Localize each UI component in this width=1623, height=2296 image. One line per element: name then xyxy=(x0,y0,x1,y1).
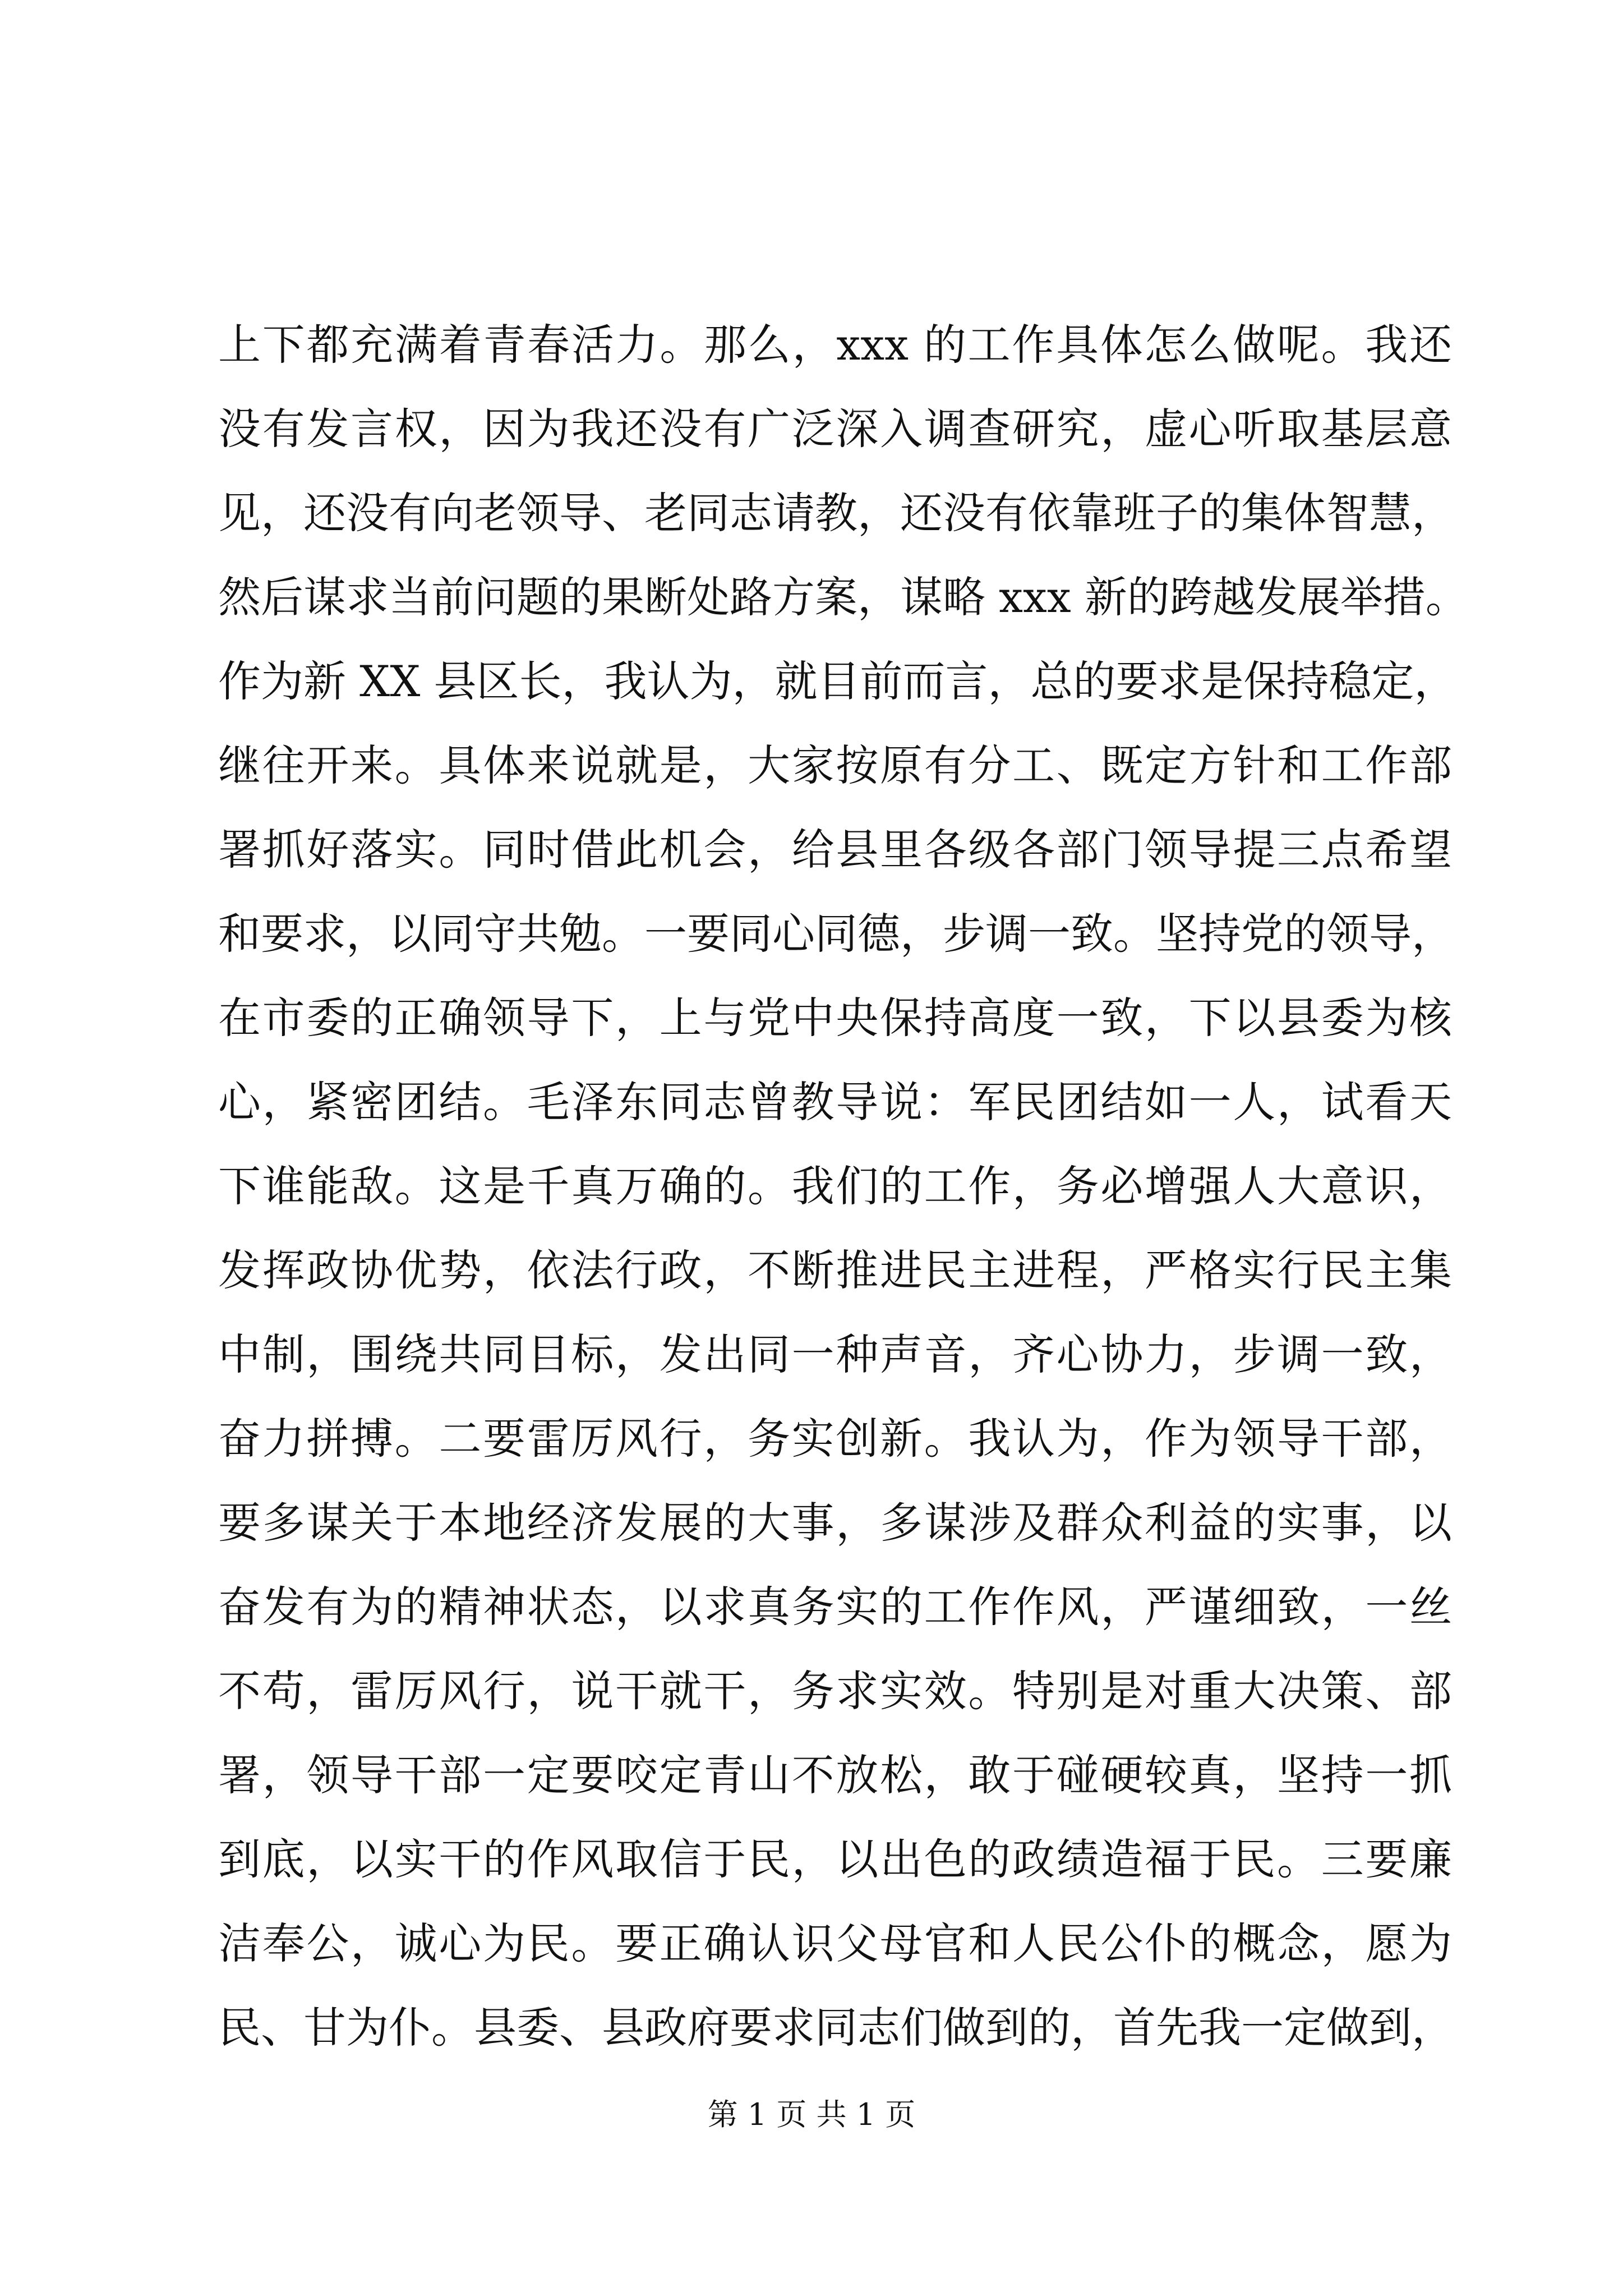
page-footer xyxy=(0,2095,1623,2134)
page-number-label: 第 1 页 共 1 页 xyxy=(707,2097,916,2132)
text-line: 不苟，雷厉风行，说干就干，务求实效。特别是对重大决策、部 xyxy=(218,1666,1452,1716)
text-line: 然后谋求当前问题的果断处路方案，谋略 xxx 新的跨越发展举措。 xyxy=(218,572,1468,622)
text-line: 上下都充满着青春活力。那么，xxx 的工作具体怎么做呢。我还 xyxy=(218,320,1452,370)
text-line: 到底，以实干的作风取信于民，以出色的政绩造福于民。三要廉 xyxy=(218,1834,1452,1884)
text-line: 在市委的正确领导下，上与党中央保持高度一致，下以县委为核 xyxy=(218,993,1452,1043)
text-line: 中制，围绕共同目标，发出同一种声音，齐心协力，步调一致， xyxy=(218,1329,1452,1379)
text-line: 要多谋关于本地经济发展的大事，多谋涉及群众利益的实事，以 xyxy=(218,1498,1452,1548)
text-line: 没有发言权，因为我还没有广泛深入调查研究，虚心听取基层意 xyxy=(218,404,1452,454)
text-line: 奋力拼搏。二要雷厉风行，务实创新。我认为，作为领导干部， xyxy=(218,1414,1452,1464)
text-line: 奋发有为的精神状态，以求真务实的工作作风，严谨细致，一丝 xyxy=(218,1582,1452,1632)
text-line: 洁奉公，诚心为民。要正确认识父母官和人民公仆的概念，愿为 xyxy=(218,1918,1452,1968)
text-line: 作为新 XX 县区长，我认为，就目前而言，总的要求是保持稳定， xyxy=(218,656,1457,706)
text-line: 下谁能敌。这是千真万确的。我们的工作，务必增强人大意识， xyxy=(218,1161,1452,1211)
text-line: 见，还没有向老领导、老同志请教，还没有依靠班子的集体智慧， xyxy=(218,488,1454,538)
text-line: 继往开来。具体来说就是，大家按原有分工、既定方针和工作部 xyxy=(218,740,1452,790)
text-line: 和要求，以同守共勉。一要同心同德，步调一致。坚持党的领导， xyxy=(218,909,1454,959)
text-line: 发挥政协优势，依法行政，不断推进民主进程，严格实行民主集 xyxy=(218,1245,1452,1295)
text-line: 心，紧密团结。毛泽东同志曾教导说：军民团结如一人，试看天 xyxy=(218,1077,1452,1127)
text-line: 署抓好落实。同时借此机会，给县里各级各部门领导提三点希望 xyxy=(218,825,1452,875)
text-line: 民、甘为仆。县委、县政府要求同志们做到的，首先我一定做到， xyxy=(218,2003,1454,2053)
body-text xyxy=(218,303,1468,2070)
text-line: 署，领导干部一定要咬定青山不放松，敢于碰硬较真，坚持一抓 xyxy=(218,1750,1452,1800)
